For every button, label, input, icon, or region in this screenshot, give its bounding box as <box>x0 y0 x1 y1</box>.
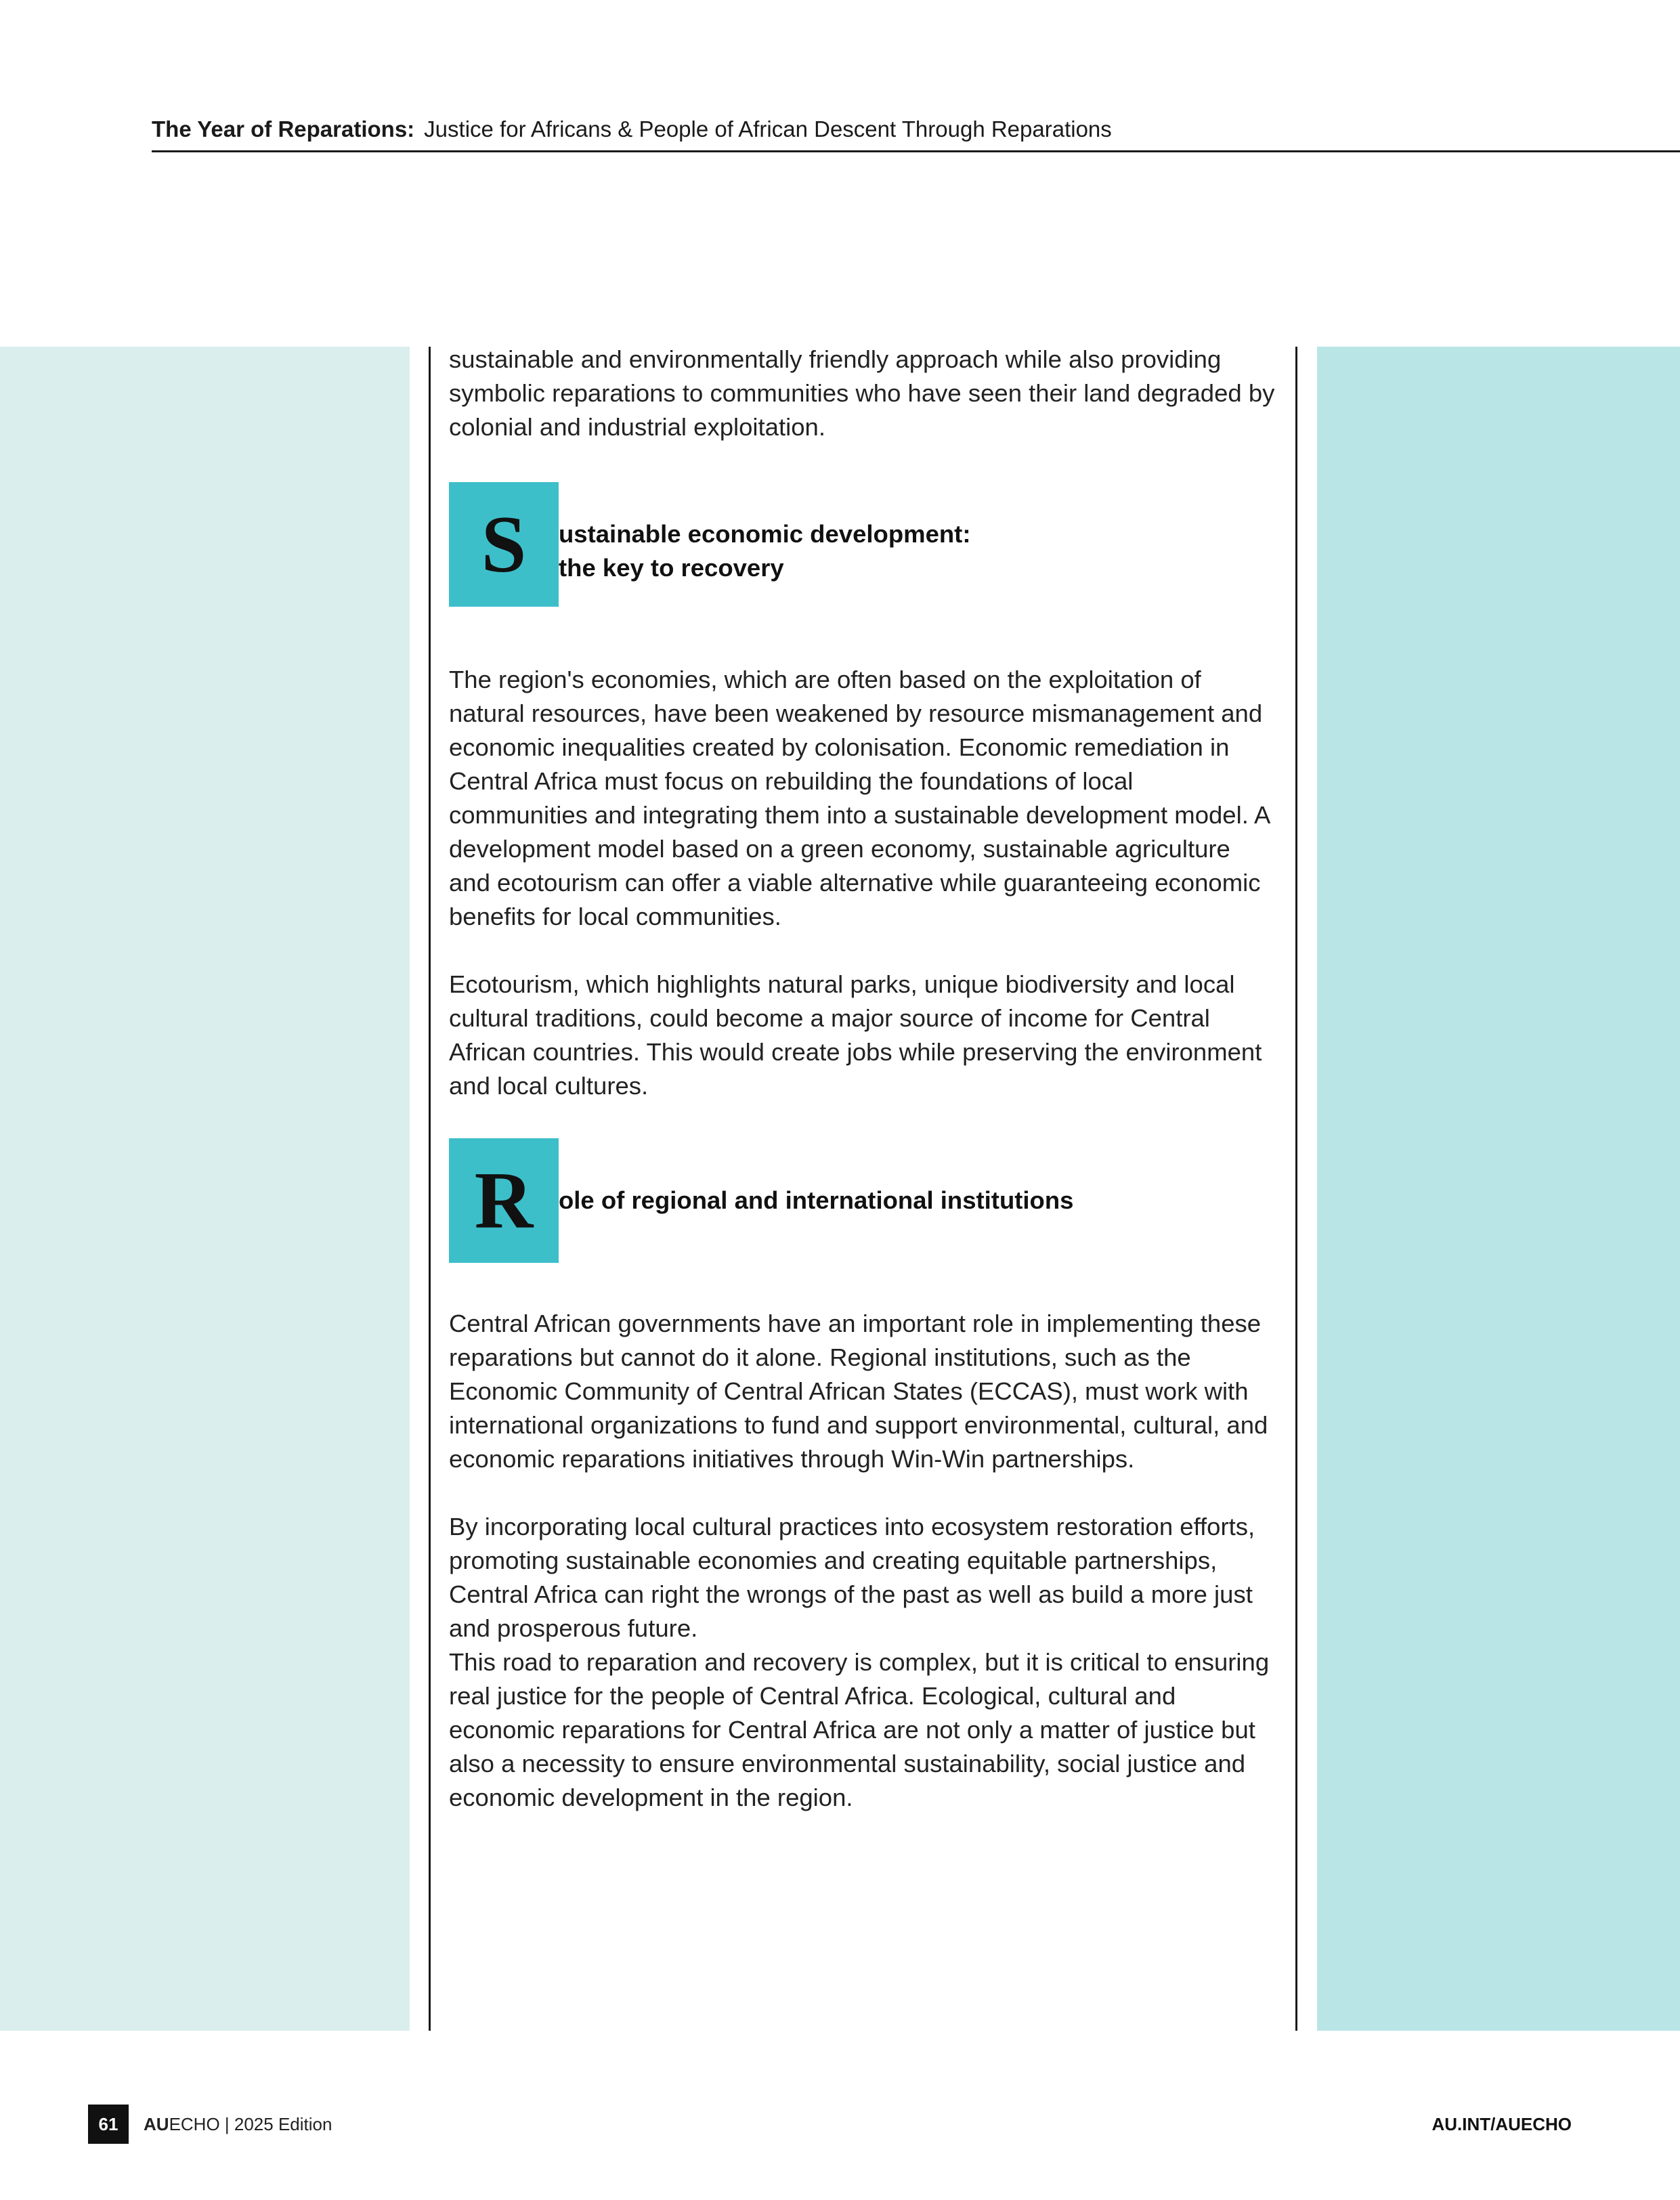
footer-publication <box>144 2114 332 2135</box>
page-number: 61 <box>88 2105 129 2144</box>
dropcap-r: R <box>449 1138 559 1263</box>
section2-paragraph-2: By incorporating local cultural practices into ecosystem restoration efforts, promoting sustainable economies and creating equitable partnerships, Central Africa can right the wrongs of the past as well as build a more just and prosperous future. <box>449 1513 1255 1642</box>
footer-brand-rest: ECHO | 2025 Edition <box>169 2114 332 2134</box>
section1-paragraph-2: Ecotourism, which highlights natural parks, unique biodiversity and local cultural traditions, could become a major source of income for Central African countries. This would create jobs while preserving the environment and local cultures. <box>449 970 1262 1100</box>
header-title-bold: The Year of Reparations: <box>152 116 415 142</box>
running-header <box>152 116 1112 142</box>
section2-body <box>449 1307 1275 1815</box>
section2-heading: ole of regional and international institutions <box>559 1186 1074 1214</box>
header-title-rest: Justice for Africans & People of African Descent Through Reparations <box>424 116 1112 142</box>
section1-paragraph-1: The region's economies, which are often based on the exploitation of natural resources, have been weakened by resource mismanagement and economic inequalities created by colonisation. Economic remediation in Central Africa must focus on rebuilding the foundations of local communities and integrating them into a sustainable development model. A development model based on a green economy, sustainable agriculture and ecotourism can offer a viable alternative while guaranteeing economic benefits for local communities. <box>449 666 1270 930</box>
right-color-panel <box>1317 347 1680 2031</box>
section1-heading-line1: ustainable economic development: <box>559 520 971 548</box>
dropcap-s: S <box>449 482 559 607</box>
intro-text: sustainable and environmentally friendly approach while also providing symbolic reparations to communities who have seen their land degraded by colonial and industrial exploitation. <box>449 345 1275 441</box>
footer-website: AU.INT/AUECHO <box>1431 2114 1572 2134</box>
section2-paragraph-3: This road to reparation and recovery is complex, but it is critical to ensuring real justice for the people of Central Africa. Ecological, cultural and economic reparations for Central Africa are not only a matter of justice but also a necessity to ensure environmental sustainability, social justice and economic development in the region. <box>449 1648 1270 1811</box>
right-column-rule <box>1295 347 1297 2031</box>
section2-paragraph-1: Central African governments have an important role in implementing these reparations but cannot do it alone. Regional institutions, such as the Economic Community of Central African States (ECCAS), must work with international organizations to fund and support environmental, cultural, and economic reparations initiatives through Win-Win partnerships. <box>449 1310 1268 1473</box>
left-column-rule <box>429 347 431 2031</box>
left-color-panel <box>0 347 410 2031</box>
section1-heading <box>559 517 970 585</box>
header-rule <box>152 150 1680 152</box>
section1-body <box>449 663 1275 1103</box>
section1-heading-line2: the key to recovery <box>559 554 784 582</box>
footer-brand-bold: AU <box>144 2114 169 2134</box>
intro-paragraph <box>449 343 1275 444</box>
